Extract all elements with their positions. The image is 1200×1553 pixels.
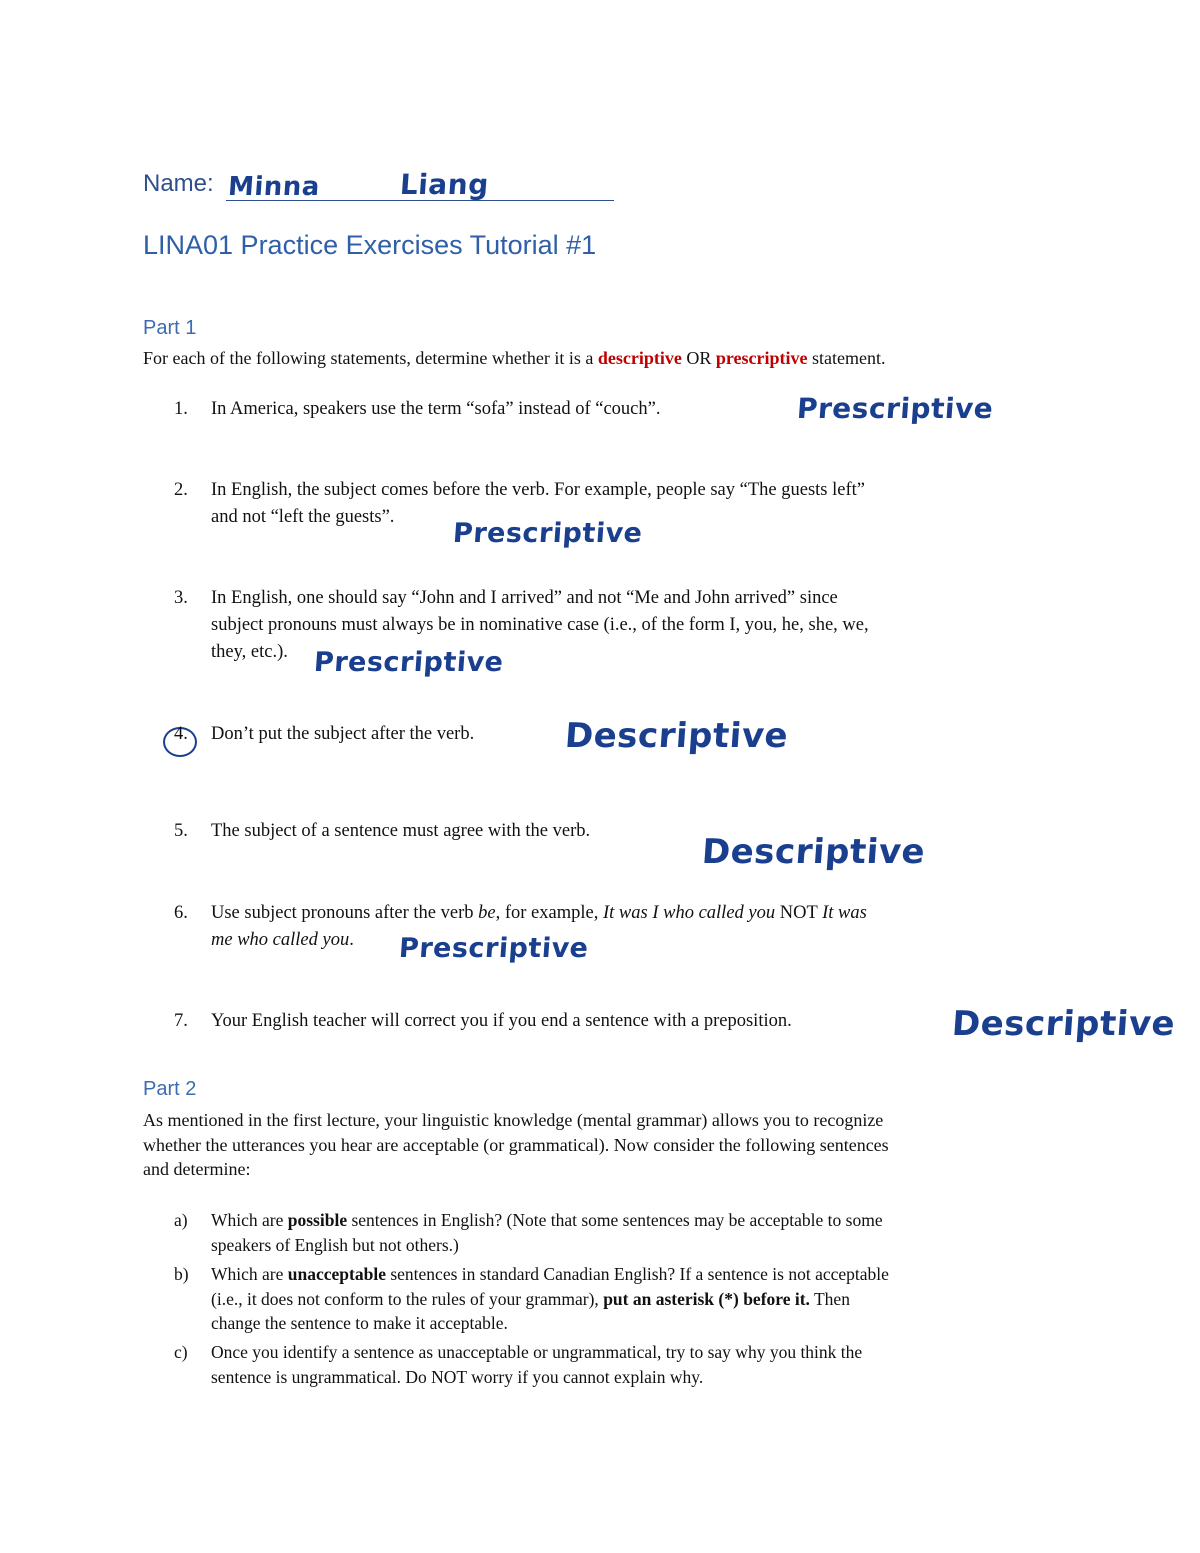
part2-instructions: As mentioned in the first lecture, your linguistic knowledge (mental grammar) allows you to recognize whether the utterances you hear are acceptable (or grammatical). Now consider the following sentences and determine: [143,1110,889,1179]
handwritten-answer-1: Prescriptive [795,392,995,425]
handwritten-answer-6: Prescriptive [397,933,590,964]
part1-heading: Part 1 [143,317,197,339]
handwritten-answer-3: Prescriptive [312,647,505,678]
part2-heading: Part 2 [143,1078,197,1100]
name-label: Name: [143,170,214,197]
part1-instructions: For each of the following statements, determine whether it is a descriptive OR prescriptive statement. [143,348,886,368]
handwritten-answer-2: Prescriptive [451,518,644,549]
page-title: LINA01 Practice Exercises Tutorial #1 [143,230,597,260]
handwritten-answer-5: Descriptive [700,832,927,872]
handwritten-name-first: Minna [226,172,321,202]
handwritten-answer-4: Descriptive [563,716,790,756]
handwritten-name-last: Liang [398,168,490,201]
handwritten-answer-7: Descriptive [950,1004,1177,1044]
